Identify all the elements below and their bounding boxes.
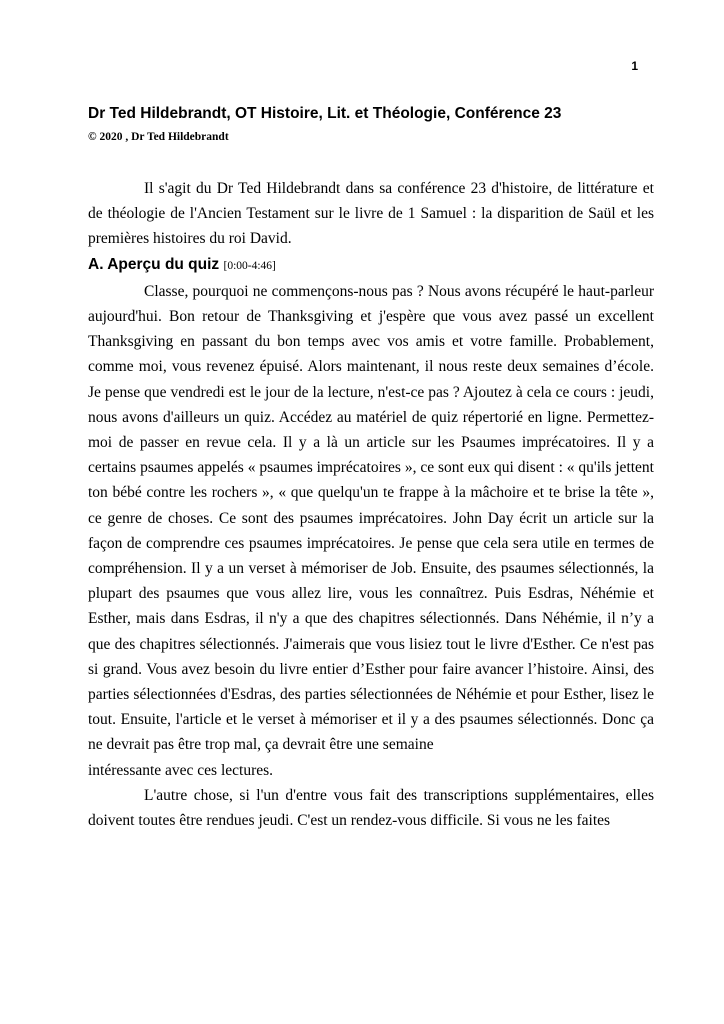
document-body — [88, 176, 654, 833]
section-heading-a-title: A. Aperçu du quiz — [88, 255, 220, 273]
body-paragraph-2: L'autre chose, si l'un d'entre vous fait des transcriptions supplémentaires, elles doivent toutes être rendues jeudi. C'est un rendez-vous difficile. Si vous ne les faites — [88, 786, 654, 830]
intro-paragraph: Il s'agit du Dr Ted Hildebrandt dans sa conférence 23 d'histoire, de littérature et de théologie de l'Ancien Testament sur le livre de 1 Samuel : la disparition de Saül et les premières histoires du roi David. — [88, 180, 654, 248]
section-heading-a — [88, 252, 654, 279]
document-header — [88, 104, 648, 144]
body-paragraph-1: Classe, pourquoi ne commençons-nous pas ? Nous avons récupéré le haut-parleur aujourd'hui. Bon retour de Thanksgiving et j'espère que vous avez passé un excellent Thanksgiving en passant du bon temps avec vos amis et votre famille. Probablement, comme moi, vous revenez épuisé. Alors maintenant, il nous reste deux semaines d’école. Je pense que vendredi est le jour de la lecture, n'est-ce pas ? Ajoutez à cela ce cours : jeudi, nous avons d'ailleurs un quiz. Accédez au matériel de quiz répertorié en ligne. Permettez-moi de passer en revue cela. Il y a là un article sur les Psaumes imprécatoires. Il y a certains psaumes appelés « psaumes imprécatoires », ce sont eux qui disent : « qu'ils jettent ton bébé contre les rochers », « que quelqu'un te frappe à la mâchoire et te brise la tête », ce genre de choses. Ce sont des psaumes imprécatoires. John Day écrit un article sur la façon de comprendre ces psaumes imprécatoires. Je pense que cela sera utile en termes de compréhension. Il y a un verset à mémoriser de Job. Ensuite, des psaumes sélectionnés, la plupart des psaumes que vous allez lire, vous les connaîtrez. Puis Esdras, Néhémie et Esther, mais dans Esdras, il n'y a que des chapitres sélectionnés. Dans Néhémie, il n’y a que des chapitres sélectionnés. J'aimerais que vous lisiez tout le livre d'Esther. Ce n'est pas si grand. Vous avez besoin du livre entier d’Esther pour faire avancer l’histoire. Ainsi, des parties sélectionnées d'Esdras, des parties sélectionnées de Néhémie et pour Esther, lisez le tout. Ensuite, l'article et le verset à mémoriser et il y a des psaumes sélectionnés. Donc ça ne devrait pas être trop mal, ça devrait être une semaine — [88, 282, 654, 754]
section-heading-a-timestamp: [0:00-4:46] — [223, 259, 276, 272]
copyright-line: © 2020 , Dr Ted Hildebrandt — [88, 131, 229, 143]
body-paragraph-1-end: intéressante avec ces lectures. — [88, 761, 274, 779]
document-title: Dr Ted Hildebrandt, OT Histoire, Lit. et Théologie, Conférence 23 — [88, 105, 562, 122]
page-number: 1 — [631, 59, 638, 73]
